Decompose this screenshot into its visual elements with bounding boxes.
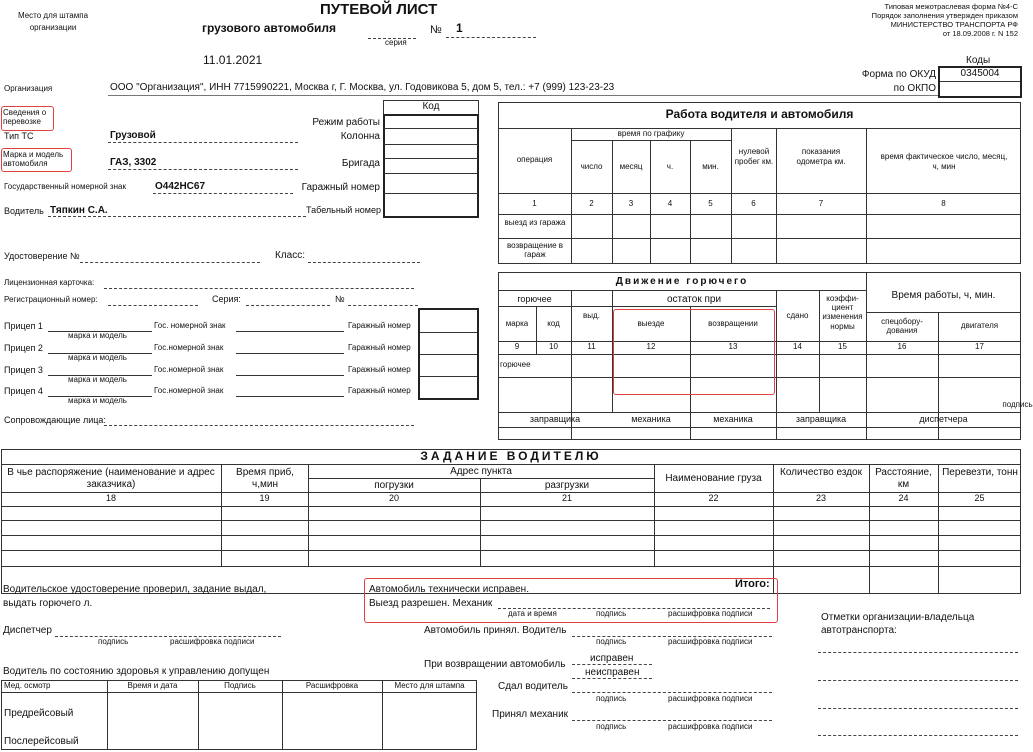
fuel-col-num: 17 [975, 342, 984, 351]
type-label: Тип ТС [4, 131, 34, 141]
work-minute: мин. [702, 162, 719, 171]
task-loading: погрузки [374, 480, 414, 491]
trailer-garage-label: Гаражный номер [348, 386, 411, 395]
fuel-row-label: горючее [500, 360, 531, 369]
decode-hint: расшифровка подписи [668, 609, 753, 618]
driver-label: Водитель [4, 206, 44, 216]
fuel-code: код [547, 319, 560, 328]
exit-ok-text: Выезд разрешен. Механик [369, 598, 493, 609]
med-col-header: Место для штампа [394, 681, 465, 690]
signature-hint: подпись [98, 637, 129, 646]
column-label: Колонна [340, 131, 380, 142]
remain-highlight [613, 309, 775, 395]
fuel-col-num: 14 [793, 342, 802, 351]
work-col-num: 4 [667, 199, 673, 208]
form-info [800, 2, 1018, 38]
trailer-plate-label: Гос.номерной знак [154, 365, 224, 374]
med-col-header: Расшифровка [305, 681, 359, 690]
class-label: Класс: [275, 250, 305, 261]
work-col-num: 2 [589, 199, 594, 208]
work-actual-time: время фактическое число, месяц, ч, мин [880, 152, 1008, 171]
task-address: Адрес пункта [450, 466, 512, 477]
work-title: Работа водителя и автомобиля [665, 107, 854, 121]
fuel-signer: заправщика [795, 414, 847, 424]
num-label: № [335, 294, 345, 304]
task-title: ЗАДАНИЕ ВОДИТЕЛЮ [420, 449, 602, 463]
task-arrival: Время приб, ч,мин [236, 467, 294, 490]
decode-hint: расшифровка подписи [170, 637, 255, 646]
fuel-signer: диспетчера [919, 414, 968, 424]
task-distance: Расстояние, км [875, 467, 932, 490]
ok-option[interactable]: исправен [590, 653, 634, 664]
form-info-line: Типовая межотраслевая форма №4-С [884, 2, 1018, 11]
code-label: Код [422, 101, 440, 112]
work-zero-run: нулевой пробег км. [734, 147, 774, 166]
work-day: число [580, 162, 603, 171]
accepted-label: Автомобиль принял. Водитель [424, 625, 567, 636]
org-label: Организация [4, 84, 53, 93]
handed-driver-label: Сдал водитель [498, 681, 568, 692]
work-operation: операция [516, 155, 553, 164]
task-col-num: 25 [974, 493, 985, 503]
number-label: № [430, 24, 442, 36]
fuel-col-num: 12 [646, 342, 656, 351]
decode-hint: расшифровка подписи [668, 637, 753, 646]
fuel-fuel: горючее [517, 294, 552, 304]
task-col-num: 19 [259, 493, 270, 503]
fuel-col-num: 10 [549, 342, 558, 351]
work-col-num: 3 [628, 199, 634, 208]
fuel-work-time: Время работы, ч, мин. [891, 290, 996, 301]
org-value[interactable]: ООО "Организация", ИНН 7715990221, Москва г, Г. Москва, ул. Годовикова 5, дом 5, тел.: +7 (999) 123-23-23 [110, 82, 615, 93]
med-pre: Предрейсовый [4, 708, 74, 719]
fuel-on-return: возвращении [708, 319, 758, 328]
fuel-col-num: 15 [838, 342, 847, 351]
work-hour: ч. [666, 162, 674, 171]
trailer-brand-hint: марка и модель [68, 375, 127, 384]
code-cells[interactable] [383, 114, 479, 218]
signature-hint: подпись [596, 694, 627, 703]
page-title: ПУТЕВОЙ ЛИСТ [320, 1, 438, 18]
fuel-coef: коэффи- циент изменения нормы [822, 294, 863, 331]
mode-label: Режим работы [312, 117, 380, 128]
trailer-brand-hint: марка и модель [68, 331, 127, 340]
med-col-header: Время и дата [127, 681, 178, 690]
fuel-handed: сдано [786, 311, 809, 320]
task-tons: Перевезти, тонн [942, 467, 1018, 478]
fuel-signature [498, 400, 1033, 410]
fuel-signer: заправщика [529, 414, 581, 424]
series-label: серия [385, 38, 407, 47]
type-value[interactable]: Грузовой [110, 130, 156, 141]
task-col-num: 21 [561, 493, 572, 503]
task-unloading: разгрузки [544, 480, 590, 491]
decode-hint: расшифровка подписи [668, 694, 753, 703]
fuel-title: Движение горючего [615, 276, 749, 287]
task-col-num: 22 [708, 493, 719, 503]
driver-value[interactable]: Тяпкин С.А. [50, 205, 108, 216]
work-schedule: время по графику [617, 129, 685, 138]
trailer-label: Прицеп 2 [4, 343, 43, 353]
checked-text: Водительское удостоверение проверил, задание выдал, [3, 584, 267, 595]
task-col-num: 20 [388, 493, 399, 503]
accepted-mech-label: Принял механик [492, 709, 569, 720]
signature-hint: подпись [596, 722, 627, 731]
task-trips: Количество ездок [780, 467, 862, 478]
not-ok-option[interactable]: неисправен [585, 667, 640, 678]
trailer-label: Прицеп 3 [4, 365, 43, 375]
work-col-num: 7 [818, 199, 824, 208]
fuel-col-num: 11 [587, 342, 596, 351]
form-info-line: от 18.09.2008 г. N 152 [942, 29, 1018, 38]
dispatcher-label: Диспетчер [3, 625, 52, 636]
doc-number[interactable]: 1 [456, 21, 463, 35]
fuel-signature-text: подпись [1002, 400, 1033, 409]
stamp-label: Место для штампа организации [17, 11, 89, 32]
brigade-label: Бригада [341, 158, 380, 169]
signature-hint: подпись [596, 637, 627, 646]
work-table [498, 102, 1021, 264]
task-total: Итого: [735, 578, 770, 590]
brand-label: Марка и модель автомобиля [3, 150, 64, 169]
garage-label: Гаражный номер [301, 182, 380, 193]
okpo-label: по ОКПО [893, 83, 936, 94]
fuel-brand: марка [505, 319, 529, 328]
series-field-label: Серия: [212, 294, 241, 304]
work-month: месяц [619, 162, 643, 171]
lic-card-label: Лицензионная карточка: [4, 278, 95, 287]
trailer-brand-hint: марка и модель [68, 353, 127, 362]
tab-label: Табельный номер [306, 205, 381, 215]
okud-label: Форма по ОКУД [861, 69, 936, 80]
work-col-num: 6 [751, 199, 756, 208]
trailer-plate-label: Гос.номерной знак [154, 343, 224, 352]
transport-info-label: Сведения о перевозке [3, 108, 47, 127]
fuel-engine: двигателя [960, 321, 999, 330]
trailer-garage-label: Гаражный номер [348, 321, 411, 330]
med-col-header: Мед. осмотр [4, 681, 51, 690]
work-col-num: 5 [708, 199, 713, 208]
task-col-num: 18 [105, 493, 116, 503]
trailer-garage-label: Гаражный номер [348, 365, 411, 374]
form-info-line: Порядок заполнения утвержден приказом [871, 11, 1018, 20]
task-col-num: 23 [815, 493, 826, 503]
plate-value[interactable]: О442НС67 [155, 181, 206, 192]
signature-hint: подпись [596, 609, 627, 618]
fuel-remain: остаток при [666, 294, 722, 305]
work-exit-row: выезд из гаража [504, 218, 566, 227]
fuel-signer: механика [631, 414, 671, 424]
trailer-plate-label: Гос. номерной знак [154, 321, 226, 330]
med-post: Послерейсовый [4, 736, 79, 747]
fuel-issue-text: выдать горючего л. [3, 598, 93, 609]
work-col-num: 8 [941, 199, 946, 208]
med-col-header: Подпись [224, 681, 256, 690]
license-label: Удостоверение № [4, 251, 80, 261]
form-info-line: МИНИСТЕРСТВО ТРАНСПОРТА РФ [890, 20, 1018, 29]
fuel-col-num: 16 [897, 342, 907, 351]
trailer-garage-label: Гаражный номер [348, 343, 411, 352]
fuel-issued: выд. [583, 311, 600, 320]
date-time-hint: дата и время [508, 609, 557, 618]
work-col-num: 1 [532, 199, 537, 208]
fuel-col-num: 9 [514, 342, 520, 351]
fuel-signer: механика [713, 414, 753, 424]
fuel-col-num: 13 [728, 342, 738, 351]
trailer-brand-hint: марка и модель [68, 396, 127, 405]
trailer-label: Прицеп 1 [4, 321, 43, 331]
owner-notes-label: Отметки организации-владельца автотранспорта: [821, 612, 975, 636]
work-return-row: возвращение в гараж [506, 241, 564, 260]
task-col-num: 24 [898, 493, 909, 503]
trailer-label: Прицеп 4 [4, 386, 43, 396]
decode-hint: расшифровка подписи [668, 722, 753, 731]
on-return-label: При возвращении автомобиль [424, 659, 566, 670]
work-odometer: показания одометра км. [796, 147, 846, 166]
okud-value[interactable]: 0345004 [960, 68, 1000, 79]
reg-label: Регистрационный номер: [4, 295, 98, 304]
tech-ok-text: Автомобиль технически исправен. [369, 584, 529, 595]
task-customer: В чье распоряжение (наименование и адрес заказчика) [7, 467, 215, 490]
plate-label: Государственный номерной знак [4, 182, 126, 191]
trailer-plate-label: Гос.номерной знак [154, 386, 224, 395]
fuel-on-exit: выезде [637, 319, 665, 328]
page-subtitle: грузового автомобиля [202, 21, 336, 35]
task-cargo: Наименование груза [665, 473, 762, 484]
escort-label: Сопровождающие лица: [4, 415, 106, 425]
brand-value[interactable]: ГАЗ, 3302 [110, 157, 157, 168]
doc-date[interactable]: 11.01.2021 [203, 53, 263, 67]
codes-label: Коды [966, 55, 991, 66]
health-label: Водитель по состоянию здоровья к управлению допущен [3, 666, 270, 677]
fuel-special: спецобору- дования [881, 317, 923, 336]
